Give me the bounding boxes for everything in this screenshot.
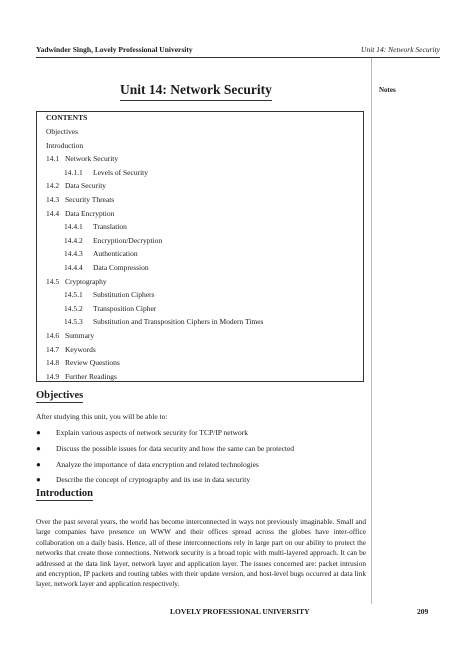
toc-entry-number: 14.3 (46, 195, 60, 204)
notes-label: Notes (379, 86, 396, 94)
toc-entry (46, 209, 114, 218)
toc-entry-text: Security Threats (65, 195, 115, 204)
toc-entry (64, 290, 154, 299)
toc-entry-number: 14.6 (46, 331, 60, 340)
margin-rule (371, 58, 372, 604)
toc-entry (46, 195, 114, 204)
contents-heading: CONTENTS (46, 113, 88, 122)
toc-entry-number: 14.4.1 (64, 222, 83, 232)
toc-entry-number: 14.5.2 (64, 303, 83, 313)
running-header-right: Unit 14: Network Security (361, 45, 440, 54)
toc-entry-number: 14.5.1 (64, 290, 83, 300)
toc-entry-text: Keywords (65, 344, 96, 354)
introduction-heading: Introduction (36, 488, 93, 499)
toc-entry-number: 14.4 (46, 208, 60, 218)
toc-entry-number: 14.5.3 (64, 317, 83, 327)
toc-entry (46, 181, 106, 190)
objective-text: Describe the concept of cryptography and its use in data security (56, 475, 251, 485)
toc-entry-text: Transposition Cipher (93, 303, 157, 313)
toc-entry-number: 14.4.3 (64, 249, 83, 259)
bullet-icon: ● (36, 443, 41, 453)
header-rule (36, 57, 440, 58)
toc-entry (46, 154, 118, 163)
toc-entry-number: 14.1.1 (64, 167, 83, 177)
objectives-intro: After studying this unit, you will be able to: (36, 412, 168, 421)
toc-entry-text: Levels of Security (93, 167, 148, 177)
toc-entry (64, 222, 127, 231)
page-number: 209 (417, 607, 429, 616)
contents-box (36, 111, 364, 382)
unit-title: Unit 14: Network Security (120, 82, 272, 101)
toc-entry-text: Encryption/Decryption (93, 235, 163, 245)
bullet-icon: ● (36, 475, 41, 485)
toc-entry-text: Further Readings (65, 371, 117, 381)
toc-entry (46, 372, 117, 381)
objectives-heading: Objectives (36, 390, 84, 401)
toc-entry-number: 14.9 (46, 371, 60, 381)
toc-entry-text: Network Security (65, 154, 119, 164)
toc-entry (46, 277, 107, 286)
toc-entry-number: 14.5 (46, 276, 60, 286)
toc-entry (46, 141, 83, 150)
toc-entry (46, 127, 78, 136)
toc-entry-text: Summary (65, 331, 95, 340)
footer-university: LOVELY PROFESSIONAL UNIVERSITY (170, 607, 310, 616)
introduction-body: Over the past several years, the world has become interconnected in ways not previously imaginable. Small and large companies have presence on WWW and their offices spread across the globes have inter-office collaboration on a daily basis. Hence, all of these interconnections rely in large part on our ability to protect the networks that create those connections. Network security is a broad topic with multi-layered approach. It can be addressed at the data link layer, network layer and application layer. The issues concerned are: packet intrusion and encryption, IP packets and routing tables with their update version, and host-level bugs occurred at data link layer, network layer and application respectively. (36, 517, 366, 589)
bullet-icon: ● (36, 459, 41, 469)
running-header-left: Yadwinder Singh, Lovely Professional University (36, 45, 193, 54)
toc-entry-text: Review Questions (65, 358, 120, 368)
objective-text: Explain various aspects of network security for TCP/IP network (56, 428, 249, 437)
toc-entry-text: Substitution Ciphers (93, 290, 155, 300)
toc-entry-number: 14.4.4 (64, 263, 83, 272)
objective-text: Analyze the importance of data encryption and related technologies (56, 459, 259, 469)
toc-entry-text: Objectives (46, 127, 79, 136)
toc-entry-number: 14.8 (46, 358, 60, 368)
toc-entry-text: Data Compression (93, 263, 149, 272)
toc-entry (64, 263, 149, 272)
toc-entry-number: 14.4.2 (64, 235, 83, 245)
toc-entry (46, 358, 120, 367)
toc-entry (64, 317, 263, 326)
objective-text: Discuss the possible issues for data security and how the same can be protected (56, 443, 295, 453)
toc-entry-number: 14.7 (46, 344, 60, 354)
toc-entry-text: Introduction (46, 140, 84, 150)
toc-entry-text: Cryptography (65, 276, 107, 286)
toc-entry (64, 168, 148, 177)
toc-entry (64, 304, 156, 313)
toc-entry (64, 236, 162, 245)
toc-entry-text: Translation (93, 222, 127, 232)
toc-entry (64, 249, 138, 258)
bullet-icon: ● (36, 428, 41, 437)
toc-entry (46, 345, 96, 354)
toc-entry-number: 14.2 (46, 181, 60, 191)
toc-entry (46, 331, 94, 340)
toc-entry-text: Authentication (93, 249, 138, 259)
toc-entry-text: Data Security (65, 181, 107, 191)
toc-entry-number: 14.1 (46, 154, 60, 164)
toc-entry-text: Substitution and Transposition Ciphers in Modern Times (93, 317, 264, 327)
toc-entry-text: Data Encryption (65, 208, 115, 218)
